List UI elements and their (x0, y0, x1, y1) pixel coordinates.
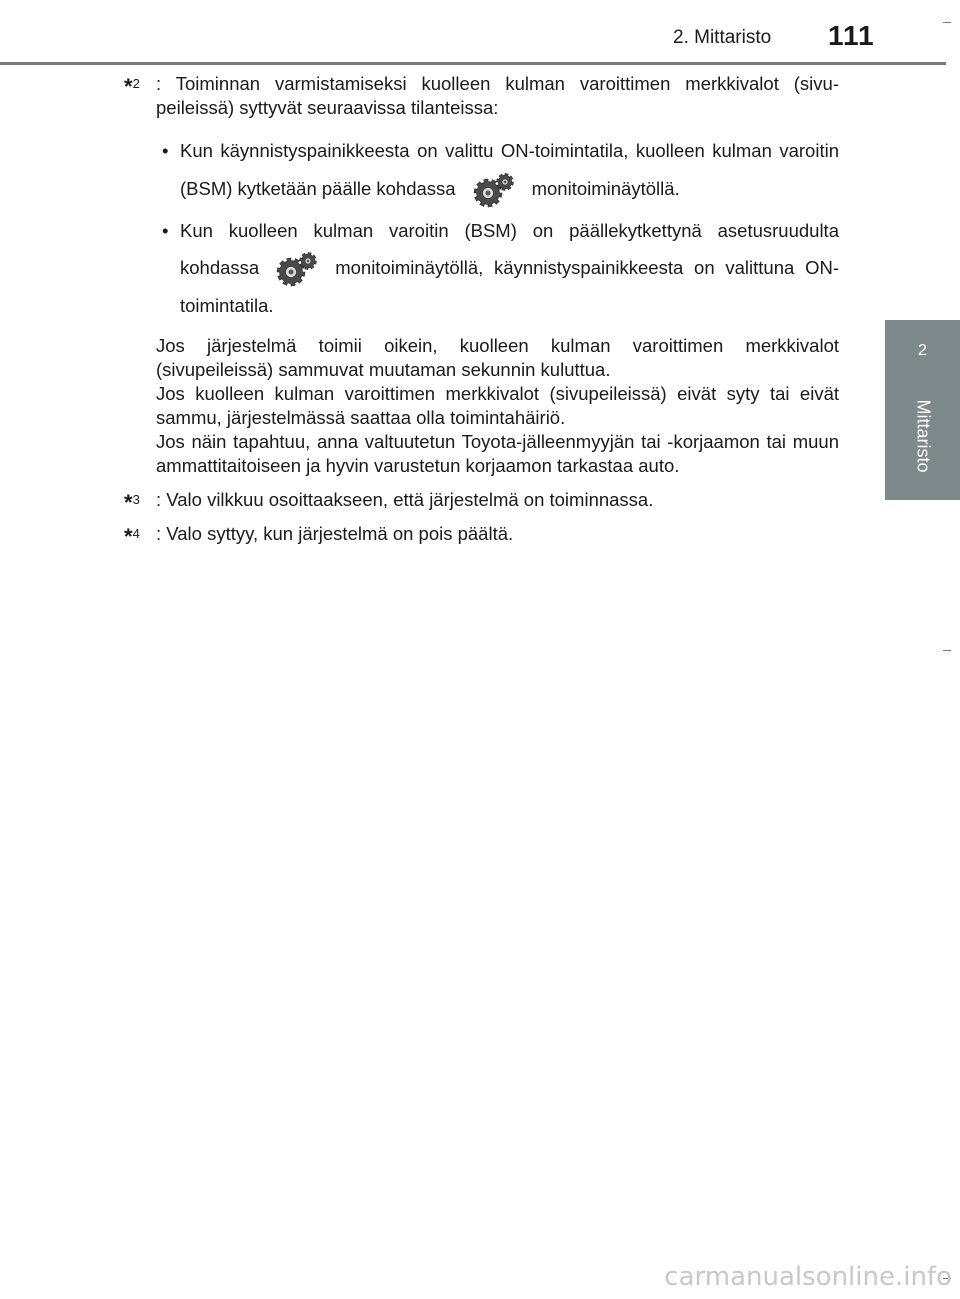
gear-settings-icon (275, 251, 319, 287)
list-item (156, 212, 839, 324)
footnote-text: : Valo syttyy, kun järjestelmä on pois päältä. (156, 523, 514, 545)
chapter-number: 2 (918, 342, 927, 359)
bullet-icon: • (162, 140, 169, 161)
paragraph: Jos näin tapahtuu, anna valtuutetun Toyota-jälleenmyyjän tai -korjaamon tai muun ammattitaitoiseen ja hyvin varustetun korjaamon tarkastaa auto. (156, 431, 839, 477)
watermark: carmanualsonline.info (664, 1262, 952, 1292)
page-number: 111 (828, 20, 875, 51)
list-item-text: Kun kuolleen kulman varoitin (BSM) on päällekytkettynä asetusruudulta kohdassa (180, 220, 839, 279)
list-item (156, 132, 839, 208)
crop-mark (943, 22, 951, 23)
footnote-text: : Valo vilkkuu osoittaakseen, että järjestelmä on toiminnassa. (156, 489, 654, 511)
header-divider (0, 62, 946, 65)
header-section-title: 2. Mittaristo (673, 27, 772, 48)
footnote-marker: *$^4$ (124, 524, 140, 550)
footnote-4 (124, 522, 839, 550)
chapter-side-tab (885, 320, 960, 500)
crop-mark (943, 650, 951, 651)
footnote-marker: *$^2$ (124, 74, 140, 99)
paragraph: Jos kuolleen kulman varoittimen merkkivalot (sivupeileissä) eivät syty tai eivät sammu, järjestelmässä saattaa olla toimintahäiriö. (156, 383, 839, 429)
list-item-text: monitoiminäytöllä, käynnistyspainikkeesta on valittuna ON-toimintatila. (180, 257, 839, 317)
footnote-text: : Toiminnan varmistamiseksi kuolleen kulman varoittimen merkkivalot (sivu-peileissä) syttyvät seuraavissa tilanteissa: (156, 73, 839, 118)
page-content (124, 72, 839, 556)
list-item-text: monitoiminäytöllä. (531, 178, 680, 199)
list-item-text: Kun käynnistyspainikkeesta on valittu ON-toimintatila, kuolleen kulman varoitin (BSM) kytketään päälle kohdassa (180, 140, 839, 199)
footnote-2 (124, 72, 839, 478)
gear-settings-icon (472, 172, 516, 208)
chapter-label: Mittaristo (913, 399, 933, 473)
paragraph: Jos järjestelmä toimii oikein, kuolleen kulman varoittimen merkkivalot (sivupeileissä) sammuvat muutaman sekunnin kuluttua. (156, 335, 839, 381)
footnote-3 (124, 488, 839, 516)
footnote-marker: *$^3$ (124, 490, 140, 516)
bullet-icon: • (162, 220, 169, 242)
